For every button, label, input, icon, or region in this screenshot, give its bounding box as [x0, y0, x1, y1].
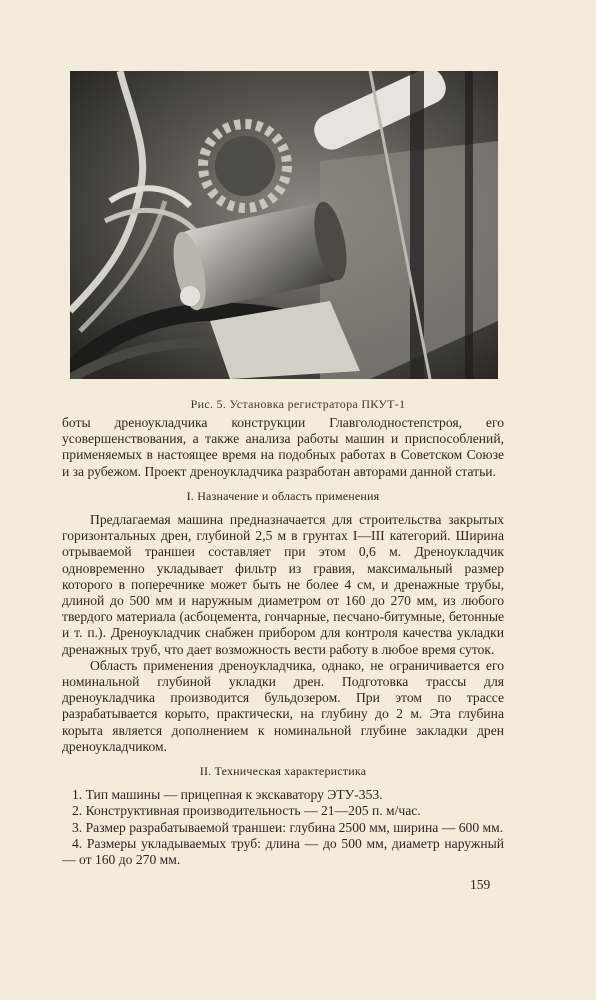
body-text: [62, 415, 504, 868]
paragraph-purpose: Предлагаемая машина предназначается для строительства закрытых горизонтальных дрен, глубиной 2,5 м в грунтах I—III категорий. Ширина отрываемой траншеи составляет при этом 0,6 м. Дреноукладчик одновременно укладывает фильтр из гравия, максимальный размер которого в поперечнике может быть не более 4 см, и дренажные трубы, длиной до 500 мм и наружным диаметром от 160 до 270 мм, из любого твердого материала (асбоцемента, гончарные, песчано-битумные, бетонные и т. п.). Дреноукладчик снабжен прибором для контроля качества укладки дренажных труб, что дает возможность вести работу в любое время суток.: [62, 512, 504, 657]
spec-item: 2. Конструктивная производительность — 21—205 п. м/час.: [72, 803, 421, 819]
paragraph-scope: Область применения дреноукладчика, однако, не ограничивается его номинальной глубиной укладки дрен. Подготовка трассы для дреноукладчика производится бульдозером. При этом по трассе разрабатывается корыто, практически, на глубину до 2 м. Эта глубина корыта является дополнением к номинальной глубине закладки дрен дреноукладчиком.: [62, 657, 504, 754]
figure-caption: Рис. 5. Установка регистратора ПКУТ-1: [190, 397, 406, 411]
photo-image: [70, 71, 498, 379]
spec-item: 3. Размер разрабатываемой траншеи: глубина 2500 мм, ширина — 600 мм.: [72, 819, 504, 835]
spec-list: [62, 787, 504, 868]
figure-photo: [70, 71, 498, 379]
section-heading-specs: II. Техническая характеристика: [199, 764, 367, 779]
spec-item: 4. Размеры укладываемых труб: длина — до 500 мм, диаметр наружный — от 160 до 270 мм.: [62, 835, 504, 868]
spec-item: 1. Тип машины — прицепная к экскаватору ЭТУ-353.: [72, 787, 383, 803]
page-number: 159: [470, 877, 491, 892]
paragraph-intro: боты дреноукладчика конструкции Главголодностепстроя, его усовершенствования, а также анализа работы машин и приспособлений, применяемых в настоящее время на подобных работах в Советском Союзе и за рубежом. Проект дреноукладчика разработан авторами данной статьи.: [62, 415, 504, 479]
section-heading-purpose: I. Назначение и область применения: [186, 488, 380, 503]
